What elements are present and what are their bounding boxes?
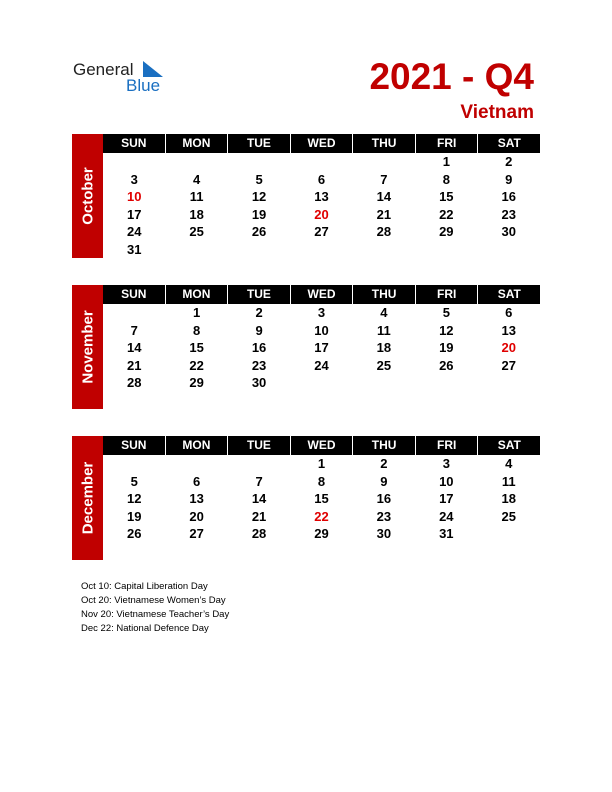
day-cell: 12 (251, 189, 267, 204)
day-cell: 14 (251, 491, 267, 506)
week-row (103, 490, 540, 508)
day-cell: 24 (126, 224, 142, 239)
day-cell: 29 (314, 526, 329, 541)
day-cell: 22 (189, 357, 204, 373)
day-cell: 4 (380, 305, 388, 320)
empty-day-cell (353, 241, 415, 259)
week-row (103, 357, 540, 375)
weekday-label: TUE (228, 436, 291, 455)
day-cell: 21 (376, 206, 392, 222)
logo-text-general: General (73, 60, 134, 79)
day-cell: 2 (505, 154, 513, 169)
month-name: December (79, 461, 96, 535)
empty-day-cell (228, 153, 290, 171)
day-cell: 7 (130, 322, 138, 338)
day-cell: 14 (376, 189, 392, 204)
day-cell: 7 (380, 171, 388, 187)
weekday-label: FRI (416, 436, 479, 455)
month-grid (103, 134, 540, 258)
empty-day-cell (478, 525, 540, 543)
day-cell: 19 (251, 206, 267, 222)
day-cell: 6 (317, 171, 326, 187)
weekday-label: SUN (103, 285, 166, 304)
day-cell: 26 (439, 357, 454, 373)
day-cell: 29 (189, 375, 204, 390)
day-cell: 18 (189, 206, 204, 222)
day-cell: 5 (442, 305, 450, 320)
day-cell: 17 (314, 340, 329, 355)
day-cell: 19 (439, 340, 454, 355)
day-cell: 22 (439, 206, 454, 222)
day-cell: 30 (376, 526, 392, 541)
day-cell: 9 (380, 473, 388, 489)
weekday-label: MON (166, 285, 229, 304)
day-cell: 17 (439, 491, 454, 506)
weekday-label: WED (291, 436, 354, 455)
day-cell: 31 (439, 526, 454, 541)
weekday-label: THU (353, 436, 416, 455)
empty-day-cell (103, 304, 165, 322)
day-cell: 7 (255, 473, 263, 489)
day-cell: 4 (193, 171, 201, 187)
day-cell: 17 (126, 206, 142, 222)
day-cell: 13 (314, 189, 329, 204)
day-cell: 6 (505, 305, 513, 320)
holiday-day-cell: 10 (126, 189, 142, 204)
day-cell: 23 (376, 508, 392, 524)
day-cell: 26 (251, 224, 267, 239)
weekday-header (103, 436, 540, 455)
day-cell: 11 (189, 189, 204, 204)
weekday-label: THU (353, 134, 416, 153)
day-cell: 12 (439, 322, 454, 338)
weekday-label: THU (353, 285, 416, 304)
day-cell: 6 (193, 473, 201, 489)
week-row (103, 339, 540, 357)
day-cell: 14 (126, 340, 142, 355)
page-title: 2021 - Q4 (369, 56, 534, 97)
day-cell: 25 (189, 224, 204, 239)
day-cell: 16 (501, 189, 516, 204)
empty-day-cell (165, 241, 227, 259)
day-cell: 8 (193, 322, 201, 338)
empty-day-cell (165, 455, 227, 473)
day-cell: 27 (501, 357, 516, 373)
country-name: Vietnam (460, 102, 534, 123)
day-cell: 30 (501, 224, 516, 239)
month-label-tab (72, 134, 103, 258)
week-row (103, 304, 540, 322)
day-cell: 11 (501, 473, 516, 489)
day-cell: 18 (376, 340, 392, 355)
empty-day-cell (228, 241, 290, 259)
month-name: October (79, 167, 96, 225)
day-cell: 18 (501, 491, 516, 506)
week-row (103, 374, 540, 392)
week-row (103, 241, 540, 259)
day-cell: 3 (317, 305, 326, 320)
day-cell: 1 (193, 305, 201, 320)
holiday-note: Dec 22: National Defence Day (81, 623, 209, 634)
week-row (103, 206, 540, 224)
day-cell: 5 (255, 171, 263, 187)
weekday-label: SUN (103, 134, 166, 153)
week-row (103, 223, 540, 241)
logo-text-blue: Blue (126, 76, 161, 95)
weekday-label: FRI (416, 134, 479, 153)
week-row (103, 322, 540, 340)
week-row (103, 508, 540, 526)
month-name: November (79, 310, 96, 384)
day-cell: 9 (255, 322, 263, 338)
day-cell: 24 (314, 357, 329, 373)
day-cell: 2 (380, 456, 388, 471)
holiday-note: Nov 20: Vietnamese Teacher’s Day (81, 609, 230, 620)
day-cell: 15 (189, 340, 204, 355)
empty-day-cell (228, 455, 290, 473)
day-cell: 16 (376, 491, 392, 506)
day-cell: 31 (126, 241, 142, 257)
day-cell: 1 (442, 154, 450, 169)
holiday-note: Oct 20: Vietnamese Women’s Day (81, 595, 226, 606)
empty-day-cell (478, 241, 540, 259)
empty-day-cell (353, 374, 415, 392)
day-cell: 25 (376, 357, 392, 373)
day-cell: 23 (501, 206, 516, 222)
day-cell: 30 (251, 375, 267, 390)
day-cell: 25 (501, 508, 516, 524)
empty-day-cell (415, 374, 477, 392)
day-cell: 3 (442, 456, 450, 471)
day-cell: 4 (505, 456, 513, 471)
weekday-label: SAT (478, 285, 540, 304)
day-cell: 26 (126, 526, 142, 541)
day-cell: 27 (189, 526, 204, 541)
day-cell: 3 (130, 171, 138, 187)
day-cell: 11 (377, 322, 391, 338)
month-grid (103, 285, 540, 392)
week-row (103, 525, 540, 543)
weekday-label: MON (166, 134, 229, 153)
day-cell: 12 (126, 491, 142, 506)
day-cell: 10 (439, 473, 454, 489)
day-cell: 5 (130, 473, 138, 489)
week-row (103, 188, 540, 206)
day-cell: 15 (439, 189, 454, 204)
empty-day-cell (103, 153, 165, 171)
holiday-day-cell: 20 (501, 340, 516, 355)
day-cell: 27 (314, 224, 329, 239)
holiday-day-cell: 22 (314, 508, 329, 524)
empty-day-cell (290, 241, 352, 259)
empty-day-cell (353, 153, 415, 171)
weekday-label: WED (291, 285, 354, 304)
weekday-label: SAT (478, 134, 540, 153)
day-cell: 13 (189, 491, 204, 506)
day-cell: 24 (439, 508, 454, 524)
day-cell: 1 (317, 456, 326, 471)
week-row (103, 153, 540, 171)
holiday-notes (81, 580, 229, 636)
week-row (103, 171, 540, 189)
day-cell: 21 (126, 357, 142, 373)
empty-day-cell (290, 153, 352, 171)
day-cell: 9 (505, 171, 513, 187)
empty-day-cell (103, 455, 165, 473)
weekday-label: MON (166, 436, 229, 455)
day-cell: 20 (189, 508, 204, 524)
week-row (103, 455, 540, 473)
holiday-day-cell: 20 (314, 206, 329, 222)
day-cell: 23 (251, 357, 267, 373)
empty-day-cell (415, 241, 477, 259)
month-grid (103, 436, 540, 543)
empty-day-cell (290, 374, 352, 392)
empty-day-cell (165, 153, 227, 171)
holiday-note: Oct 10: Capital Liberation Day (81, 581, 208, 592)
weekday-header (103, 134, 540, 153)
month-label-tab (72, 285, 103, 409)
weekday-label: SUN (103, 436, 166, 455)
day-cell: 21 (251, 508, 267, 524)
day-cell: 28 (251, 526, 267, 541)
day-cell: 28 (126, 375, 142, 390)
day-cell: 10 (314, 322, 329, 338)
week-row (103, 473, 540, 491)
weekday-label: TUE (228, 134, 291, 153)
day-cell: 16 (251, 340, 267, 355)
weekday-label: SAT (478, 436, 540, 455)
day-cell: 19 (126, 508, 142, 524)
logo-triangle-icon (141, 61, 165, 77)
month-label-tab (72, 436, 103, 560)
day-cell: 8 (317, 473, 326, 489)
day-cell: 28 (376, 224, 392, 239)
day-cell: 13 (501, 322, 516, 338)
day-cell: 2 (255, 305, 263, 320)
weekday-header (103, 285, 540, 304)
weekday-label: TUE (228, 285, 291, 304)
day-cell: 15 (314, 491, 329, 506)
day-cell: 29 (439, 224, 454, 239)
day-cell: 8 (442, 171, 450, 187)
weekday-label: WED (291, 134, 354, 153)
empty-day-cell (478, 374, 540, 392)
weekday-label: FRI (416, 285, 479, 304)
